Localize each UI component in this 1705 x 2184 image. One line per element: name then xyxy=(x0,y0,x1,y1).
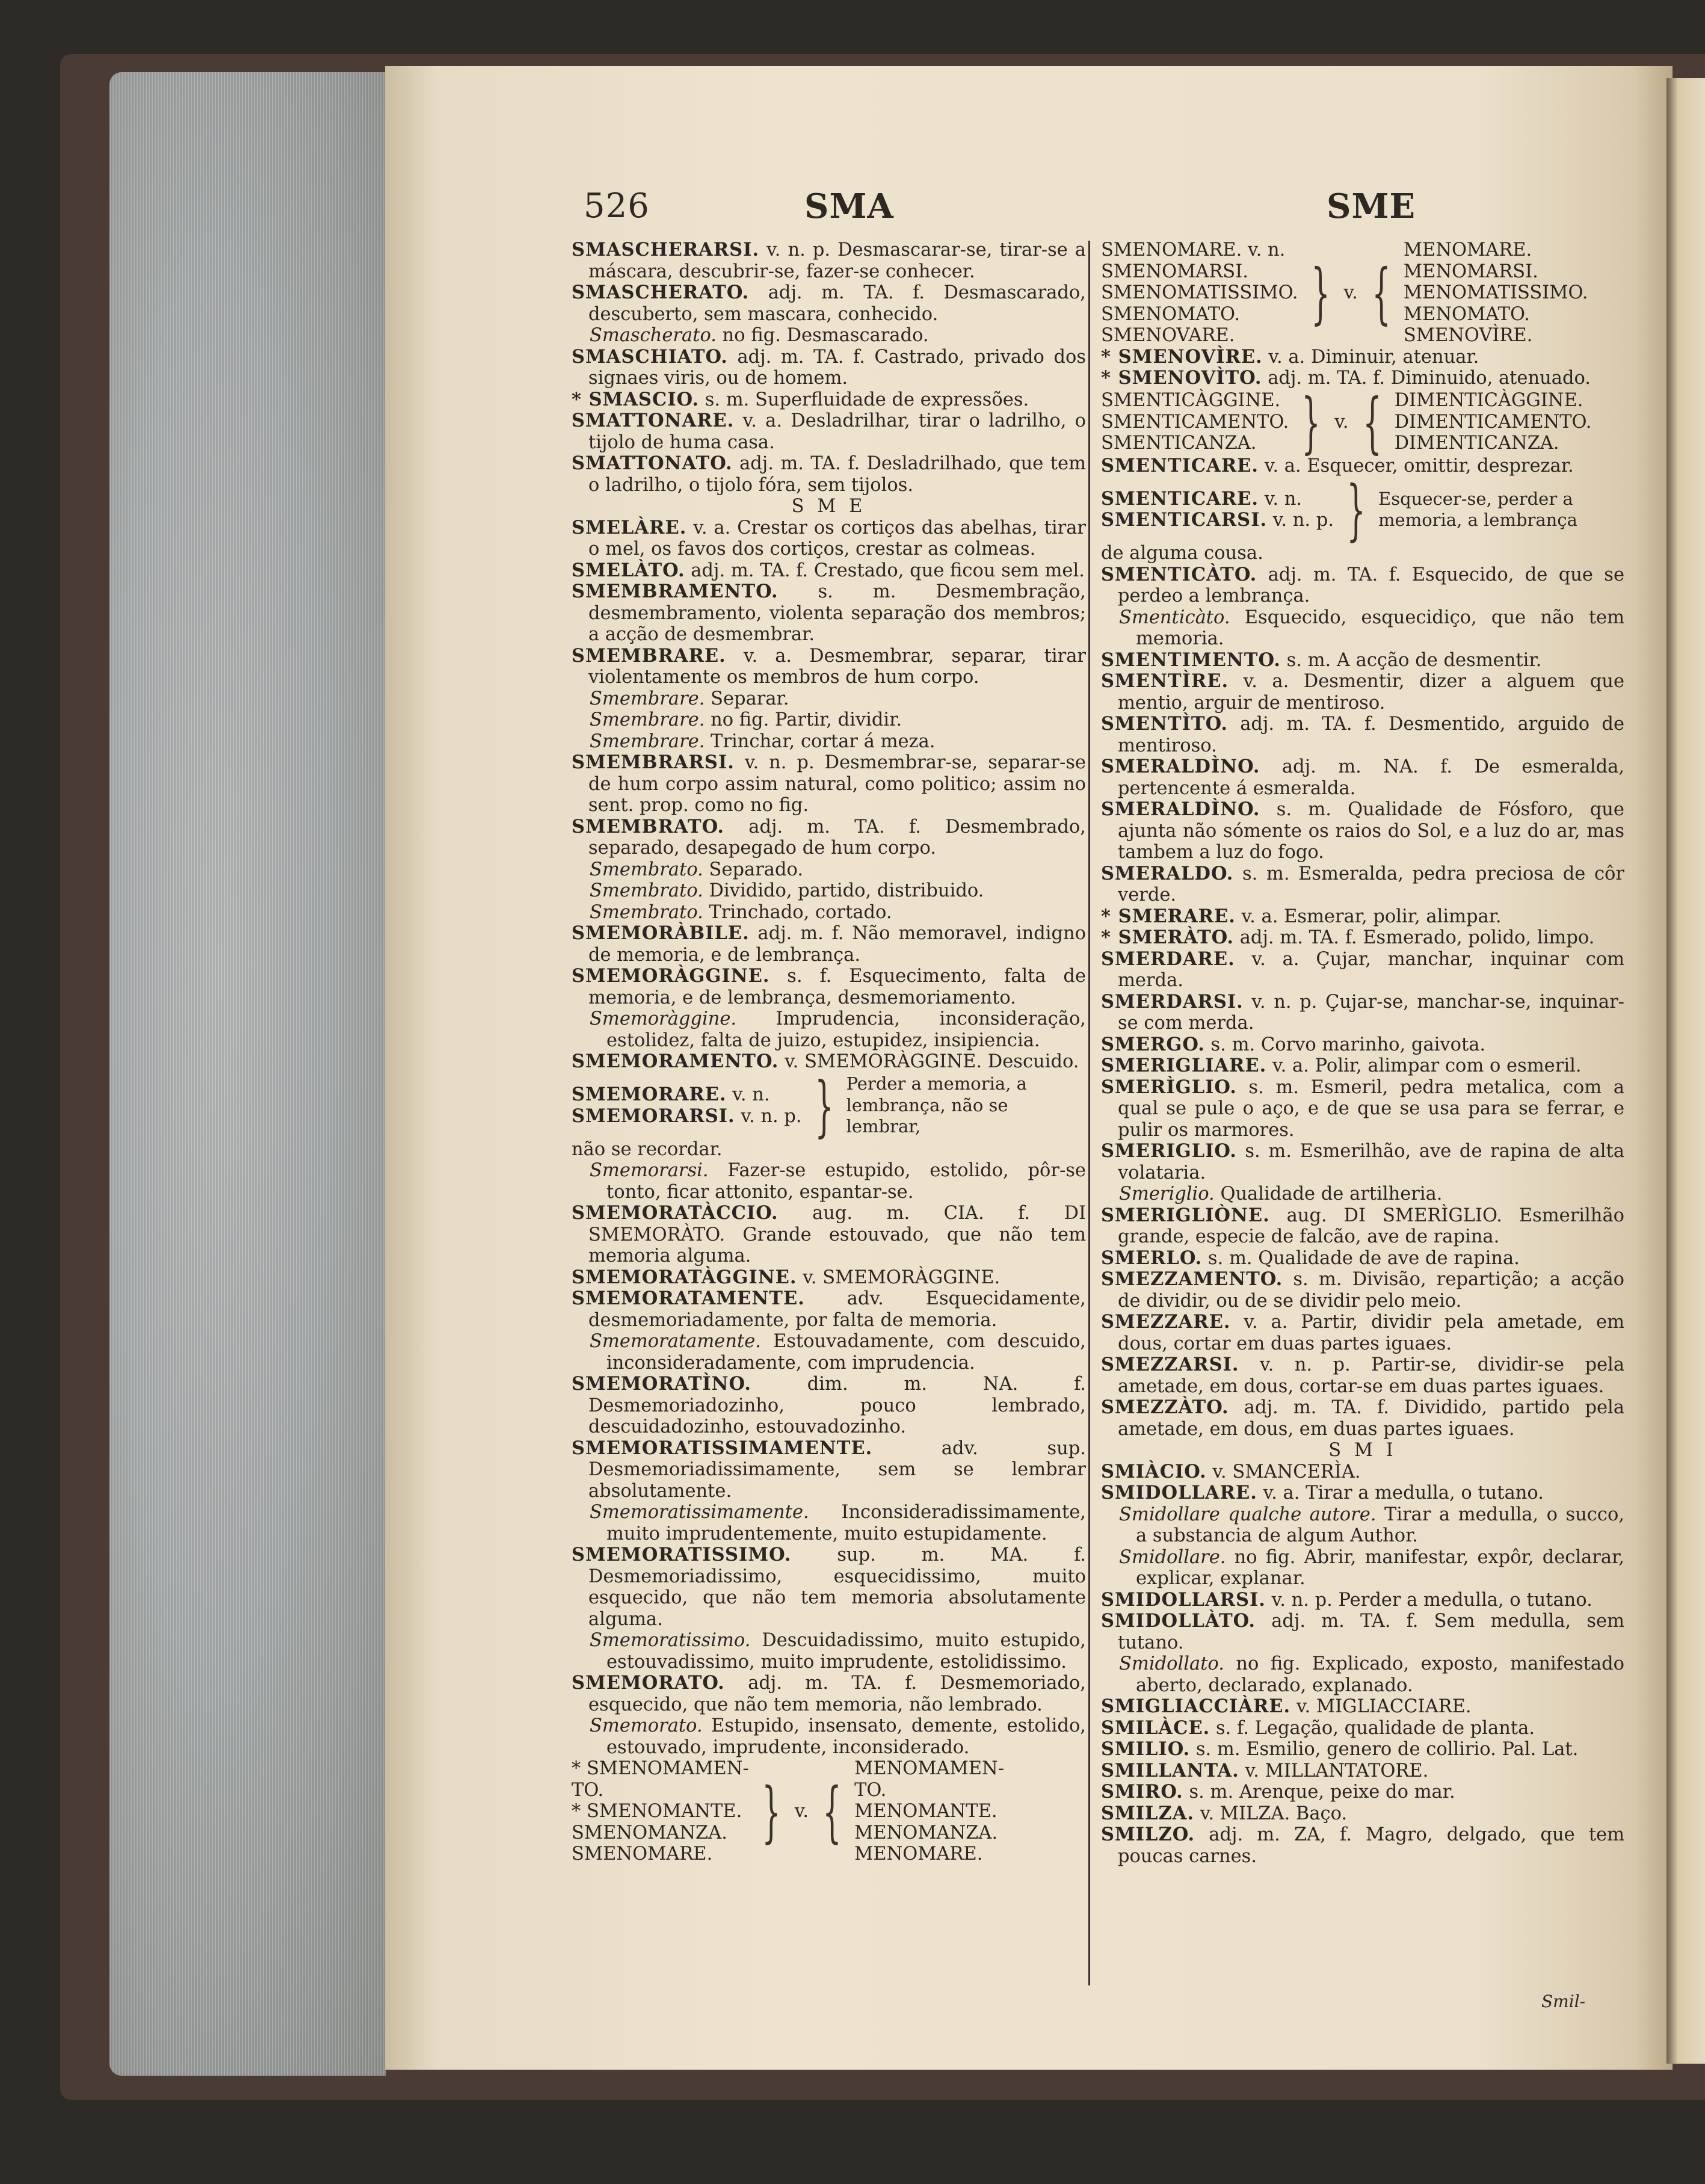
dictionary-entry xyxy=(1101,863,1624,906)
definition: v. a. Tirar a medulla, o tutano. xyxy=(1257,1482,1544,1504)
definition: v. a. Desladrilhar, tirar o ladrilho, o tijolo de huma casa. xyxy=(588,410,1086,453)
definition: v. MILZA. Baço. xyxy=(1194,1803,1348,1824)
entry-continuation: de alguma cousa. xyxy=(1101,543,1263,564)
headword-line xyxy=(572,1106,802,1127)
definition: v. SMEMORÀGGINE. Descuido. xyxy=(779,1051,1079,1072)
sense-headword: Smembrare. xyxy=(590,730,705,752)
definition: s. m. Qualidade de ave de rapina. xyxy=(1202,1247,1520,1269)
definition: adj. m. TA. f. Desmembrado, separado, desapegado de hum corpo. xyxy=(588,816,1086,859)
headword: SMILÀCE. xyxy=(1101,1717,1210,1739)
variant-headword: SMENOMATO. xyxy=(1101,303,1240,325)
dictionary-entry xyxy=(1101,1269,1624,1312)
definition: Trinchado, cortado. xyxy=(703,901,892,923)
reference-target: MENOMATO. xyxy=(1403,303,1530,325)
dictionary-entry xyxy=(572,1288,1086,1331)
sense-headword: Smenticàto. xyxy=(1119,606,1230,628)
dictionary-entry xyxy=(1101,1803,1624,1825)
dictionary-entry xyxy=(1101,992,1624,1034)
definition: Trinchar, cortar á meza. xyxy=(705,730,936,752)
dictionary-entry xyxy=(1101,1077,1624,1141)
definition: s. m. A acção de desmentir. xyxy=(1280,649,1542,671)
definition: adj. m. ZA, f. Magro, delgado, que tem poucas carnes. xyxy=(1118,1824,1624,1867)
definition: adj. m. TA. f. Desladrilhado, que tem o ladrilho, o tijolo fóra, sem tijolos. xyxy=(588,453,1086,496)
definition: s. f. Esquecimento, falta de memoria, e de lembrança, desmemoriamento. xyxy=(588,966,1086,1008)
sense-headword: Smidollare qualche autore. xyxy=(1119,1504,1377,1525)
headword: SMERGO. xyxy=(1101,1033,1205,1055)
variant-headword: SMENOVARE. xyxy=(1101,325,1235,346)
definition: Estouvadamente, com descuido, inconsideradamente, com imprudencia. xyxy=(606,1331,1086,1374)
dictionary-entry xyxy=(1101,1760,1624,1782)
definition: Tirar a medulla, o succo, a substancia de algum Author. xyxy=(1136,1504,1624,1546)
headword: SMERIGLIO. xyxy=(1101,1140,1237,1162)
headword: SMATTONARE. xyxy=(572,410,735,431)
entry-sense xyxy=(572,880,1086,902)
dictionary-entry xyxy=(572,1203,1086,1267)
dictionary-entry xyxy=(572,581,1086,646)
variant-headword: SMENOMARSI. xyxy=(1101,261,1248,282)
dictionary-entry xyxy=(1101,1718,1624,1739)
definition: v. n. p. Desmascarar-se, tirar-se a máscara, descubrir-se, fazer-se conhecer. xyxy=(588,239,1086,282)
brace: } xyxy=(762,1772,781,1850)
definition: v. n. p. Desmembrar-se, separar-se de hum corpo assim natural, como politico; assim no sent. prop. como no fig. xyxy=(588,752,1086,816)
headword: SMEMBRAMENTO. xyxy=(572,581,779,602)
headword: SMEMORATÀCCIO. xyxy=(572,1202,779,1224)
dictionary-entry xyxy=(1101,347,1624,368)
headword: * SMENOVÌRE. xyxy=(1101,345,1263,368)
definition: v. n. p. Perder a medulla, o tutano. xyxy=(1265,1589,1592,1611)
headword: SMERIGLIARE. xyxy=(1101,1055,1267,1076)
definition: adj. m. TA. f. Castrado, privado dos signaes viris, ou de homem. xyxy=(588,346,1086,389)
headword: SMERDARSI. xyxy=(1101,990,1244,1013)
dictionary-entry xyxy=(572,1438,1086,1502)
dictionary-entry xyxy=(1101,1696,1624,1718)
entry-sense xyxy=(572,731,1086,753)
definition: adj. m. TA. f. Esmerado, polido, limpo. xyxy=(1234,927,1595,948)
dictionary-entry xyxy=(572,239,1086,282)
dictionary-entry xyxy=(1101,1461,1624,1483)
headword: SMENTÌRE. xyxy=(1101,670,1229,692)
headword: SMIDOLLÀTO. xyxy=(1101,1610,1256,1632)
grouped-headwords xyxy=(1101,489,1334,531)
definition: Qualidade de artilheria. xyxy=(1214,1183,1443,1205)
sense-headword: Smembrato. xyxy=(590,901,703,923)
cross-reference-group xyxy=(572,1758,1086,1865)
headword: SMEMORARSI. xyxy=(572,1105,735,1127)
sense-headword: Smembrare. xyxy=(590,688,705,709)
definition: Inconsideradissimamente, muito imprudentemente, muito estupidamente. xyxy=(606,1502,1086,1544)
headword: SMASCHERARSI. xyxy=(572,239,760,261)
definition: v. a. Çujar, manchar, inquinar com merda. xyxy=(1118,948,1624,991)
reference-target: DIMENTICANZA. xyxy=(1394,433,1559,454)
headword: * SMASCIO. xyxy=(572,388,699,410)
entry-sense xyxy=(572,688,1086,710)
definition: adj. m. TA. f. Dividido, partido pela ametade, em dous, em duas partes iguaes. xyxy=(1118,1397,1624,1440)
dictionary-entry xyxy=(572,1374,1086,1438)
headword: SMENTICARE. xyxy=(1101,454,1259,477)
variant-headword: SMENOMANZA. xyxy=(572,1822,727,1843)
dictionary-entry xyxy=(572,453,1086,496)
dictionary-entry xyxy=(572,389,1086,411)
headword: SMEMORATO. xyxy=(572,1672,725,1694)
grouped-definition: Perder a memoria, a lembrança, não se lembrar, xyxy=(846,1073,1027,1137)
right-page-edge xyxy=(1666,78,1705,2064)
definition: s. m. Arenque, peixe do mar. xyxy=(1183,1781,1455,1803)
headword: SMEMBRARSI. xyxy=(572,751,735,773)
entry-sense xyxy=(572,1160,1086,1203)
definition: s. m. Esmeril, pedra metalica, com a qual se pule o aço, e de que se usa para se ferrar, e pulir os marmores. xyxy=(1118,1076,1624,1141)
column-rule xyxy=(1088,241,1090,1985)
definition: sup. m. MA. f. Desmemoriadissimo, esquecidissimo, muito esquecido, que não tem memoria absolutamente alguma. xyxy=(588,1544,1086,1630)
headword: SMEMORATISSIMO. xyxy=(572,1544,792,1566)
headword: SMERLO. xyxy=(1101,1247,1203,1269)
headword-line xyxy=(1101,489,1334,510)
variant-headword: SMENOMARE. xyxy=(572,1843,713,1865)
reference-target: MENOMARSI. xyxy=(1403,261,1538,282)
dictionary-entry xyxy=(572,966,1086,1008)
entry-sense xyxy=(572,1715,1086,1758)
sense-headword: Smemoràggine. xyxy=(590,1008,737,1029)
entry-sense xyxy=(572,1008,1086,1051)
definition: adj. m. NA. f. De esmeralda, pertencente á esmeralda. xyxy=(1118,756,1624,799)
entry-sense xyxy=(572,325,1086,347)
definition: s. m. Divisão, repartição; a acção de dividir, ou de se dividir pelo meio. xyxy=(1118,1269,1624,1312)
definition: adv. sup. Desmemoriadissimamente, sem se lembrar absolutamente. xyxy=(588,1437,1086,1502)
right-column xyxy=(1101,239,1624,1867)
dictionary-entry xyxy=(1101,1781,1624,1803)
entry-sense xyxy=(572,1630,1086,1673)
dictionary-entry xyxy=(1101,927,1624,949)
brace: } xyxy=(1301,383,1321,461)
variant-headword: SMENTICANZA. xyxy=(1101,433,1257,454)
definition: v. a. Esmerar, polir, alimpar. xyxy=(1235,905,1502,927)
dictionary-entry xyxy=(1101,1824,1624,1867)
definition: adj. m. TA. f. Sem medulla, sem tutano. xyxy=(1118,1611,1624,1653)
dictionary-entry xyxy=(1101,1482,1624,1504)
variant-headword: SMENOMATISSIMO. xyxy=(1101,282,1298,303)
entry-sense xyxy=(1101,1547,1624,1590)
variant-headword: SMENOMARE. v. n. xyxy=(1101,239,1286,261)
definition: Esquecido, esquecidiço, que não tem memoria. xyxy=(1136,606,1624,649)
headword: SMERALDO. xyxy=(1101,862,1234,884)
definition: v. a. Esquecer, omittir, desprezar. xyxy=(1259,455,1574,477)
dictionary-entry xyxy=(572,560,1086,582)
grammar: v. n. xyxy=(726,1084,770,1105)
variant-headword: * SMENOMAMEN- xyxy=(572,1758,749,1779)
section-heading: S M I xyxy=(1328,1440,1397,1461)
reference-target: MENOMAMEN- xyxy=(854,1758,1005,1779)
definition: v. n. p. Çujar-se, manchar-se, inquinar-se com merda. xyxy=(1118,991,1624,1034)
dictionary-entry xyxy=(1101,1611,1624,1653)
definition: no fig. Explicado, exposto, manifestado aberto, declarado, explanado. xyxy=(1136,1653,1624,1696)
headword: SMEMORATISSIMAMENTE. xyxy=(572,1437,873,1459)
sense-headword: Smeriglio. xyxy=(1119,1183,1215,1205)
headword: SMELÀRE. xyxy=(572,516,687,538)
grouped-entry xyxy=(572,1067,1086,1144)
headword: SMIÀCIO. xyxy=(1101,1460,1207,1482)
grouped-headwords xyxy=(572,1084,802,1127)
definition: s. m. Qualidade de Fósforo, que ajunta não sómente os raios do Sol, e a luz do ar, mas tambem a luz do fogo. xyxy=(1118,799,1624,863)
headword: SMEMORARE. xyxy=(572,1084,727,1105)
brace: { xyxy=(1372,254,1391,332)
sense-headword: Smembrato. xyxy=(590,880,703,901)
dictionary-entry xyxy=(1101,1055,1624,1077)
dictionary-entry xyxy=(572,752,1086,816)
headword: SMEMBRARE. xyxy=(572,644,726,667)
dictionary-entry xyxy=(1101,671,1624,714)
definition: Estupido, insensato, demente, estolido, estouvado, imprudente, inconsiderado. xyxy=(606,1715,1086,1758)
brace: } xyxy=(1346,471,1366,548)
headword: SMERIGLIÒNE. xyxy=(1101,1204,1270,1226)
dictionary-entry xyxy=(1101,756,1624,799)
definition: adj. m. TA. f. Esquecido, de que se perdeo a lembrança. xyxy=(1118,564,1624,606)
definition: s. m. Esmerilhão, ave de rapina de alta volataria. xyxy=(1118,1141,1624,1183)
reference-targets xyxy=(1404,239,1624,347)
see-marker: v. xyxy=(1334,411,1349,433)
dictionary-entry xyxy=(1101,650,1624,671)
dictionary-entry xyxy=(1101,1354,1624,1397)
headword: SMEMORATÀGGINE. xyxy=(572,1266,797,1288)
variant-headword: * SMENOMANTE. xyxy=(572,1801,742,1822)
dictionary-entry xyxy=(1101,1248,1624,1269)
dictionary-entry xyxy=(1101,949,1624,992)
entry-sense xyxy=(572,859,1086,881)
definition: v. n. p. Partir-se, dividir-se pela ametade, em dous, cortar-se em duas partes iguaes. xyxy=(1118,1354,1624,1397)
headword: * SMERÀTO. xyxy=(1101,927,1235,948)
headword: SMEZZARSI. xyxy=(1101,1354,1239,1375)
definition: v. a. Polir, alimpar com o esmeril. xyxy=(1266,1055,1582,1076)
definition: dim. m. NA. f. Desmemoriadozinho, pouco lembrado, descuidadozinho, estouvadozinho. xyxy=(588,1374,1086,1437)
sense-headword: Smidollato. xyxy=(1119,1653,1224,1674)
see-marker: v. xyxy=(1343,282,1358,303)
headword: SMELÀTO. xyxy=(572,559,685,581)
definition: no fig. Abrir, manifestar, expôr, declarar, explicar, explanar. xyxy=(1136,1546,1624,1589)
definition: v. a. Partir, dividir pela ametade, em dous, cortar em duas partes iguaes. xyxy=(1118,1312,1624,1354)
entry-continuation: não se recordar. xyxy=(572,1138,723,1160)
entry-sense xyxy=(572,709,1086,731)
dictionary-entry xyxy=(572,1673,1086,1715)
definition: s. m. Esmeralda, pedra preciosa de côr verde. xyxy=(1118,863,1624,905)
dictionary-entry xyxy=(572,816,1086,859)
grammar: v. n. xyxy=(1259,488,1303,510)
definition: v. a. Desmentir, dizer a alguem que mentio, arguir de mentiroso. xyxy=(1118,671,1624,714)
definition: adj. m. TA. f. Diminuido, atenuado. xyxy=(1262,368,1591,389)
headword: * SMERARE. xyxy=(1101,905,1236,927)
headword: SMILZO. xyxy=(1101,1824,1195,1845)
variant-headwords xyxy=(572,1758,749,1865)
reference-target: MENOMATISSIMO. xyxy=(1403,282,1588,303)
section-heading: S M E xyxy=(791,496,866,517)
page-edges xyxy=(109,72,386,2076)
headword: SMIDOLLARSI. xyxy=(1101,1588,1266,1611)
definition: Separar. xyxy=(705,688,789,709)
variant-headword: SMENTICAMENTO. xyxy=(1101,411,1289,433)
headword: SMENTICARE. xyxy=(1101,487,1259,510)
headword: SMEZZAMENTO. xyxy=(1101,1268,1283,1290)
dictionary-entry xyxy=(1101,906,1624,928)
reference-target: MENOMANZA. xyxy=(854,1822,998,1843)
catchword: Smil- xyxy=(1541,1991,1586,2011)
sense-headword: Smemorarsi. xyxy=(590,1160,709,1181)
definition: adj. m. TA. f. Crestado, que ficou sem mel. xyxy=(685,560,1085,581)
entry-sense xyxy=(1101,607,1624,650)
definition: no fig. Desmascarado. xyxy=(716,325,929,346)
headword: SMERÌGLIO. xyxy=(1101,1076,1237,1098)
definition: v. a. Desmembrar, separar, tirar violentamente os membros de hum corpo. xyxy=(588,645,1086,688)
dictionary-entry xyxy=(1101,714,1624,756)
reference-targets xyxy=(854,1758,1086,1865)
brace: } xyxy=(1310,254,1330,332)
dictionary-entry xyxy=(1101,1312,1624,1354)
dictionary-entry xyxy=(1101,1205,1624,1248)
running-head-left: SMA xyxy=(804,187,894,226)
grouped-definition: Esquecer-se, perder a memoria, a lembrança xyxy=(1378,488,1577,530)
entry-sense xyxy=(1101,1504,1624,1547)
sense-headword: Smembrato. xyxy=(590,859,703,880)
headword: SMILIO. xyxy=(1101,1738,1191,1760)
dictionary-entry xyxy=(572,1267,1086,1289)
definition: v. MILLANTATORE. xyxy=(1239,1760,1429,1781)
see-marker: v. xyxy=(794,1801,809,1822)
definition: s. m. Esmilio, genero de collirio. Pal. Lat. xyxy=(1190,1739,1579,1760)
dictionary-entry xyxy=(1101,1034,1624,1056)
reference-target: MENOMARE. xyxy=(854,1843,983,1865)
dictionary-entry xyxy=(572,1544,1086,1630)
headword: SMERALDÌNO. xyxy=(1101,756,1260,777)
headword: SMEMBRATO. xyxy=(572,815,725,838)
variant-headwords xyxy=(1101,239,1298,347)
entry-sense xyxy=(572,902,1086,924)
dictionary-entry xyxy=(572,410,1086,453)
page-number: 526 xyxy=(584,187,650,226)
definition: v. SMANCERÌA. xyxy=(1206,1461,1361,1482)
reference-target: DIMENTICAMENTO. xyxy=(1394,411,1592,433)
sense-headword: Smemoratamente. xyxy=(590,1331,761,1352)
definition: Imprudencia, inconsideração, estolidez, falta de juizo, estupidez, insipiencia. xyxy=(606,1008,1086,1051)
definition: aug. m. CIA. f. DI SMEMORÀTO. Grande estouvado, que não tem memoria alguma. xyxy=(588,1203,1086,1266)
headword: SMENTÌTO. xyxy=(1101,713,1228,735)
definition: Fazer-se estupido, estolido, pôr-se tonto, ficar attonito, espantar-se. xyxy=(606,1160,1086,1203)
reference-target: MENOMANTE. xyxy=(854,1801,997,1822)
headword: SMIRO. xyxy=(1101,1781,1183,1803)
grammar: v. n. p. xyxy=(735,1105,802,1127)
definition: v. MIGLIACCIARE. xyxy=(1290,1696,1472,1717)
headword: SMEMORAMENTO. xyxy=(572,1050,779,1072)
definition: adj. m. TA. f. Desmentido, arguido de mentiroso. xyxy=(1118,714,1624,756)
definition: adv. Esquecidamente, desmemoriadamente, por falta de memoria. xyxy=(588,1288,1086,1331)
dictionary-entry xyxy=(1101,1141,1624,1183)
headword: SMILLANTA. xyxy=(1101,1759,1239,1781)
cross-reference-group xyxy=(1101,383,1624,461)
dictionary-entry xyxy=(1101,1397,1624,1440)
sense-headword: Smembrare. xyxy=(590,709,705,730)
headword: SMEMORÀGGINE. xyxy=(572,965,770,987)
variant-headword: SMENTICÀGGINE. xyxy=(1101,390,1281,412)
sense-headword: Smemoratissimamente. xyxy=(590,1502,809,1523)
headword-line xyxy=(1101,510,1334,531)
headword: SMIDOLLARE. xyxy=(1101,1482,1257,1504)
cross-reference-group xyxy=(1101,239,1624,347)
reference-targets xyxy=(1395,390,1624,454)
reference-target: TO. xyxy=(854,1779,887,1801)
definition: s. f. Legação, qualidade de planta. xyxy=(1210,1717,1535,1739)
headword: SMENTIMENTO. xyxy=(1101,649,1281,671)
dictionary-entry xyxy=(1101,799,1624,863)
left-column xyxy=(572,239,1086,1865)
entry-sense xyxy=(572,1331,1086,1374)
headword: SMASCHERATO. xyxy=(572,282,750,303)
definition: adj. m. TA. f. Desmascarado, descuberto, sem mascara, conhecido. xyxy=(588,282,1086,325)
headword: SMATTONATO. xyxy=(572,452,733,474)
dictionary-entry xyxy=(572,347,1086,389)
running-head-right: SME xyxy=(1327,187,1416,226)
sense-headword: Smidollare. xyxy=(1119,1546,1226,1568)
headword: SMEMORÀBILE. xyxy=(572,922,750,944)
dictionary-entry xyxy=(1101,564,1624,607)
definition: v. a. Crestar os cortiços das abelhas, tirar o mel, os favos dos cortiços, crestar as colmeas. xyxy=(588,517,1086,560)
reference-target: MENOMARE. xyxy=(1403,239,1532,261)
headword: SMEMORATAMENTE. xyxy=(572,1288,805,1309)
dictionary-entry xyxy=(1101,1739,1624,1760)
definition: aug. DI SMERÌGLIO. Esmerilhão grande, especie de falcão, ave de rapina. xyxy=(1118,1205,1624,1247)
definition: v. SMEMORÀGGINE. xyxy=(797,1266,1000,1288)
brace: { xyxy=(1362,383,1382,461)
entry-sense xyxy=(1101,1653,1624,1696)
headword: SMEMORATÌNO. xyxy=(572,1373,751,1395)
headword: SMEZZARE. xyxy=(1101,1311,1231,1333)
definition: s. m. Superfluidade de expressões. xyxy=(699,389,1029,410)
headword: SMENTICÀTO. xyxy=(1101,563,1257,585)
definition: s. m. Desmembração, desmembramento, violenta separação dos membros; a acção de desmembrar. xyxy=(588,581,1086,645)
headword: SMENTICARSI. xyxy=(1101,509,1268,531)
grammar: v. n. p. xyxy=(1267,510,1334,531)
definition: Separado. xyxy=(703,859,804,880)
variant-headword: TO. xyxy=(572,1779,604,1801)
variant-headwords xyxy=(1101,390,1289,454)
definition: adj. m. f. Não memoravel, indigno de memoria, e de lembrança. xyxy=(588,923,1086,966)
grouped-entry xyxy=(1101,471,1624,548)
headword: SMEZZÀTO. xyxy=(1101,1396,1229,1418)
definition: adj. m. TA. f. Desmemoriado, esquecido, que não tem memoria, não lembrado. xyxy=(588,1673,1086,1715)
dictionary-entry xyxy=(572,282,1086,325)
dictionary-entry xyxy=(572,517,1086,560)
headword-line xyxy=(572,1084,802,1106)
definition: Descuidadissimo, muito estupido, estouvadissimo, muito imprudente, estolidissimo. xyxy=(606,1630,1086,1673)
dictionary-entry xyxy=(572,646,1086,688)
dictionary-entry xyxy=(572,923,1086,966)
entry-sense xyxy=(1101,1183,1624,1205)
sense-headword: Smemorato. xyxy=(590,1715,703,1736)
definition: no fig. Partir, dividir. xyxy=(705,709,902,730)
brace: { xyxy=(822,1772,842,1850)
sense-headword: Smascherato. xyxy=(590,325,717,346)
headword: SMIGLIACCIÀRE. xyxy=(1101,1695,1291,1717)
headword: SMERDARE. xyxy=(1101,948,1235,970)
sense-headword: Smemoratissimo. xyxy=(590,1630,751,1651)
headword: SMASCHIATO. xyxy=(572,345,728,368)
headword: SMERALDÌNO. xyxy=(1101,798,1260,820)
dictionary-entry xyxy=(1101,1590,1624,1611)
headword: * SMENOVÌTO. xyxy=(1101,367,1262,389)
definition: Dividido, partido, distribuido. xyxy=(703,880,984,901)
reference-target: DIMENTICÀGGINE. xyxy=(1394,390,1583,412)
brace: } xyxy=(814,1067,834,1144)
definition: s. m. Corvo marinho, gaivota. xyxy=(1204,1034,1486,1055)
headword: SMILZA. xyxy=(1101,1802,1195,1824)
entry-sense xyxy=(572,1502,1086,1544)
reference-target: SMENOVÌRE. xyxy=(1403,325,1533,346)
definition: v. a. Diminuir, atenuar. xyxy=(1262,346,1479,368)
